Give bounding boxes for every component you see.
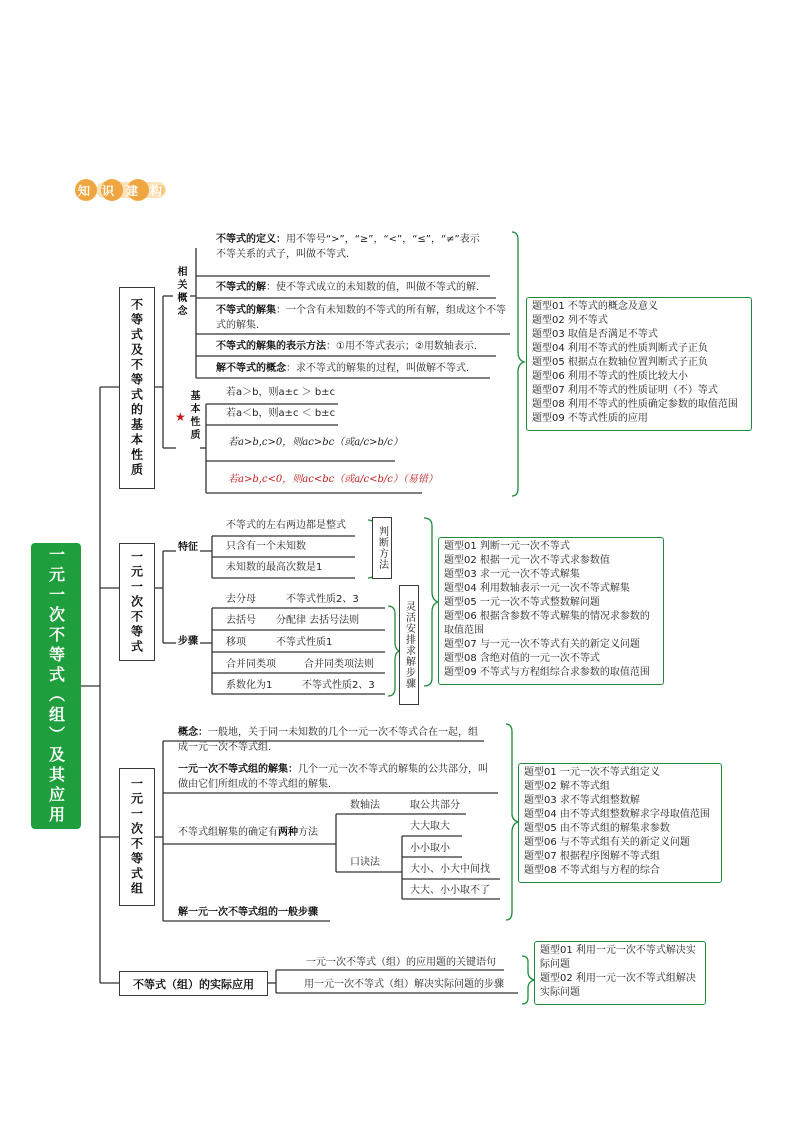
root-topic-box	[31, 543, 81, 829]
section3-title-box	[119, 768, 155, 906]
section3-types-box	[518, 763, 722, 883]
methods-bold: 两种	[278, 827, 298, 838]
type-item[interactable]: 题型07 利用不等式的性质证明（不）等式	[532, 385, 718, 396]
step-5-basis: 不等式性质2、3	[302, 680, 375, 691]
step-3-basis: 不等式性质1	[276, 637, 333, 648]
step-2-basis: 分配律 去括号法则	[276, 615, 360, 626]
step-4-basis: 合并同类项法则	[304, 659, 374, 670]
mnemonic-method: 口诀法	[350, 857, 380, 868]
flex-steps-label: 灵活安排求解步骤	[403, 601, 415, 689]
basic-properties-label	[186, 390, 204, 442]
section2-types-box	[438, 537, 664, 685]
type-item[interactable]: 题型02 利用一元一次不等式组解决	[540, 973, 696, 984]
property-3: 若a>b,c>0，则ac>bc（或a/c>b/c）	[228, 437, 403, 448]
type-item[interactable]: 题型04 利用不等式的性质判断式子正负	[532, 343, 708, 354]
type-item[interactable]: 题型03 取值是否满足不等式	[532, 329, 658, 340]
section4-title: 不等式（组）的实际应用	[133, 977, 254, 991]
concept-solving-text: ：求不等式的解集的过程，叫做解不等式.	[286, 363, 470, 374]
badge-label: 知识建构	[78, 184, 175, 198]
type-item[interactable]: 题型02 根据一元一次不等式求参数值	[444, 555, 610, 566]
feature-2: 只含有一个未知数	[226, 541, 306, 552]
concept-representation-text: ：①用不等式表示；②用数轴表示.	[326, 341, 478, 352]
related-concepts-text: 相关概念	[175, 266, 186, 318]
type-item[interactable]: 题型06 与不等式组有关的新定义问题	[524, 837, 690, 848]
property-4: 若a>b,c<0，则ac<bc（或a/c<b/c）（易错）	[228, 474, 438, 485]
judge-method-label: 判断方法	[376, 526, 388, 570]
concept-representation-term: 不等式的解集的表示方法	[216, 341, 326, 352]
application-item-1: 一元一次不等式（组）的应用题的关键语句	[306, 957, 496, 968]
feature-1: 不等式的左右两边都是整式	[226, 520, 346, 531]
concept-solution	[216, 280, 506, 295]
type-item[interactable]: 题型05 根据点在数轴位置判断式子正负	[532, 357, 708, 368]
steps-label: 步骤	[178, 636, 198, 647]
type-item-cont: 实际问题	[540, 987, 580, 998]
type-item[interactable]: 题型01 不等式的概念及意义	[532, 301, 658, 312]
section1-types-box	[526, 297, 752, 431]
type-item[interactable]: 题型03 求一元一次不等式解集	[444, 569, 580, 580]
system-solution-set-term: 一元一次不等式组的解集：	[178, 764, 298, 775]
type-item[interactable]: 题型04 由不等式组整数解求字母取值范围	[524, 809, 710, 820]
type-item[interactable]: 取值范围	[444, 625, 484, 636]
rule-2: 小小取小	[410, 843, 450, 854]
type-item[interactable]: 题型09 不等式性质的应用	[532, 413, 648, 424]
section4-title-box	[119, 971, 268, 996]
step-4: 合并同类项	[226, 659, 276, 670]
system-steps-title: 解一元一次不等式组的一般步骤	[178, 907, 318, 918]
step-1: 去分母	[226, 594, 256, 605]
concept-solving-term: 解不等式的概念	[216, 363, 286, 374]
section1-title-box	[119, 287, 155, 489]
concept-definition	[216, 232, 488, 262]
concept-solving	[216, 361, 506, 376]
rule-1: 大大取大	[410, 821, 450, 832]
type-item[interactable]: 题型01 判断一元一次不等式	[444, 541, 570, 552]
star-icon: ★	[175, 410, 186, 424]
root-topic-title: 一元一次不等式（组）及其应用	[46, 546, 66, 826]
feature-3: 未知数的最高次数是1	[226, 562, 323, 573]
system-solution-set	[178, 762, 496, 792]
type-item[interactable]: 题型03 求不等式组整数解	[524, 795, 640, 806]
type-item-cont: 际问题	[540, 959, 570, 970]
type-item[interactable]: 题型09 不等式与方程组综合求参数的取值范围	[444, 667, 650, 678]
methods-pre: 不等式组解集的确定有	[178, 827, 278, 838]
system-solution-set-text: 几个一元一次不等式的解集的公共部分，叫做由它们所组成的不等式组的解集.	[178, 764, 488, 790]
basic-properties-text: 基本性质	[188, 390, 199, 442]
step-3: 移项	[226, 637, 246, 648]
feature-label: 特征	[178, 542, 198, 553]
type-item[interactable]: 题型05 由不等式组的解集求参数	[524, 823, 670, 834]
type-item[interactable]: 题型07 根据程序图解不等式组	[524, 851, 660, 862]
related-concepts-label	[173, 266, 191, 318]
concept-solution-term: 不等式的解	[216, 282, 266, 293]
type-item[interactable]: 题型06 利用不等式的性质比较大小	[532, 371, 688, 382]
concept-solution-set	[216, 303, 506, 333]
type-item[interactable]: 题型01 利用一元一次不等式解决实	[540, 945, 696, 956]
concept-definition-term: 不等式的定义：	[216, 234, 286, 245]
type-item[interactable]: 题型08 含绝对值的一元一次不等式	[444, 653, 600, 664]
type-item[interactable]: 题型06 根据含参数不等式解集的情况求参数的	[444, 611, 650, 622]
section3-title: 一元一次不等式组	[129, 777, 144, 897]
property-2: 若a＜b，则a±c ＜ b±c	[226, 408, 336, 419]
type-item[interactable]: 题型04 利用数轴表示一元一次不等式解集	[444, 583, 630, 594]
flex-steps-box	[399, 585, 419, 705]
section4-types-box	[534, 941, 706, 1005]
concept-solution-text: ：使不等式成立的未知数的值，叫做不等式的解.	[266, 282, 480, 293]
property-1: 若a＞b，则a±c ＞ b±c	[226, 387, 336, 398]
concept-solution-set-text: ：一个含有未知数的不等式的所有解，组成这个不等式的解集.	[216, 305, 506, 331]
numberline-method: 数轴法	[350, 800, 380, 811]
methods-post: 方法	[298, 827, 318, 838]
system-concept-term: 概念：	[178, 727, 208, 738]
concept-definition-text: 用不等号“>”，“≥”，“<”，“≤”，“≠”表示不等关系的式子，叫做不等式.	[216, 234, 480, 260]
system-concept-text: 一般地，关于同一未知数的几个一元一次不等式合在一起，组成一元一次不等式组.	[178, 727, 478, 753]
type-item[interactable]: 题型02 解不等式组	[524, 781, 610, 792]
judge-method-box	[372, 517, 392, 579]
section2-title-box	[119, 543, 155, 661]
methods-line	[178, 826, 318, 840]
rule-4: 大大、小小取不了	[410, 885, 490, 896]
rule-3: 大小、小大中间找	[410, 864, 490, 875]
concept-representation	[216, 339, 508, 354]
application-item-2: 用一元一次不等式（组）解决实际问题的步骤	[304, 979, 504, 990]
system-concept	[178, 725, 478, 755]
concept-solution-set-term: 不等式的解集	[216, 305, 276, 316]
type-item[interactable]: 题型08 不等式组与方程的综合	[524, 865, 660, 876]
type-item[interactable]: 题型08 利用不等式的性质确定参数的取值范围	[532, 399, 738, 410]
type-item[interactable]: 题型07 与一元一次不等式有关的新定义问题	[444, 639, 640, 650]
step-5: 系数化为1	[226, 680, 273, 691]
section2-title: 一元一次不等式	[129, 549, 144, 655]
type-item[interactable]: 题型02 列不等式	[532, 315, 608, 326]
step-2: 去括号	[226, 615, 256, 626]
step-1-basis: 不等式性质2、3	[286, 594, 359, 605]
numberline-rule: 取公共部分	[410, 800, 460, 811]
type-item[interactable]: 题型01 一元一次不等式组定义	[524, 767, 660, 778]
type-item[interactable]: 题型05 一元一次不等式整数解问题	[444, 597, 600, 608]
section1-title: 不等式及不等式的基本性质	[129, 298, 144, 478]
